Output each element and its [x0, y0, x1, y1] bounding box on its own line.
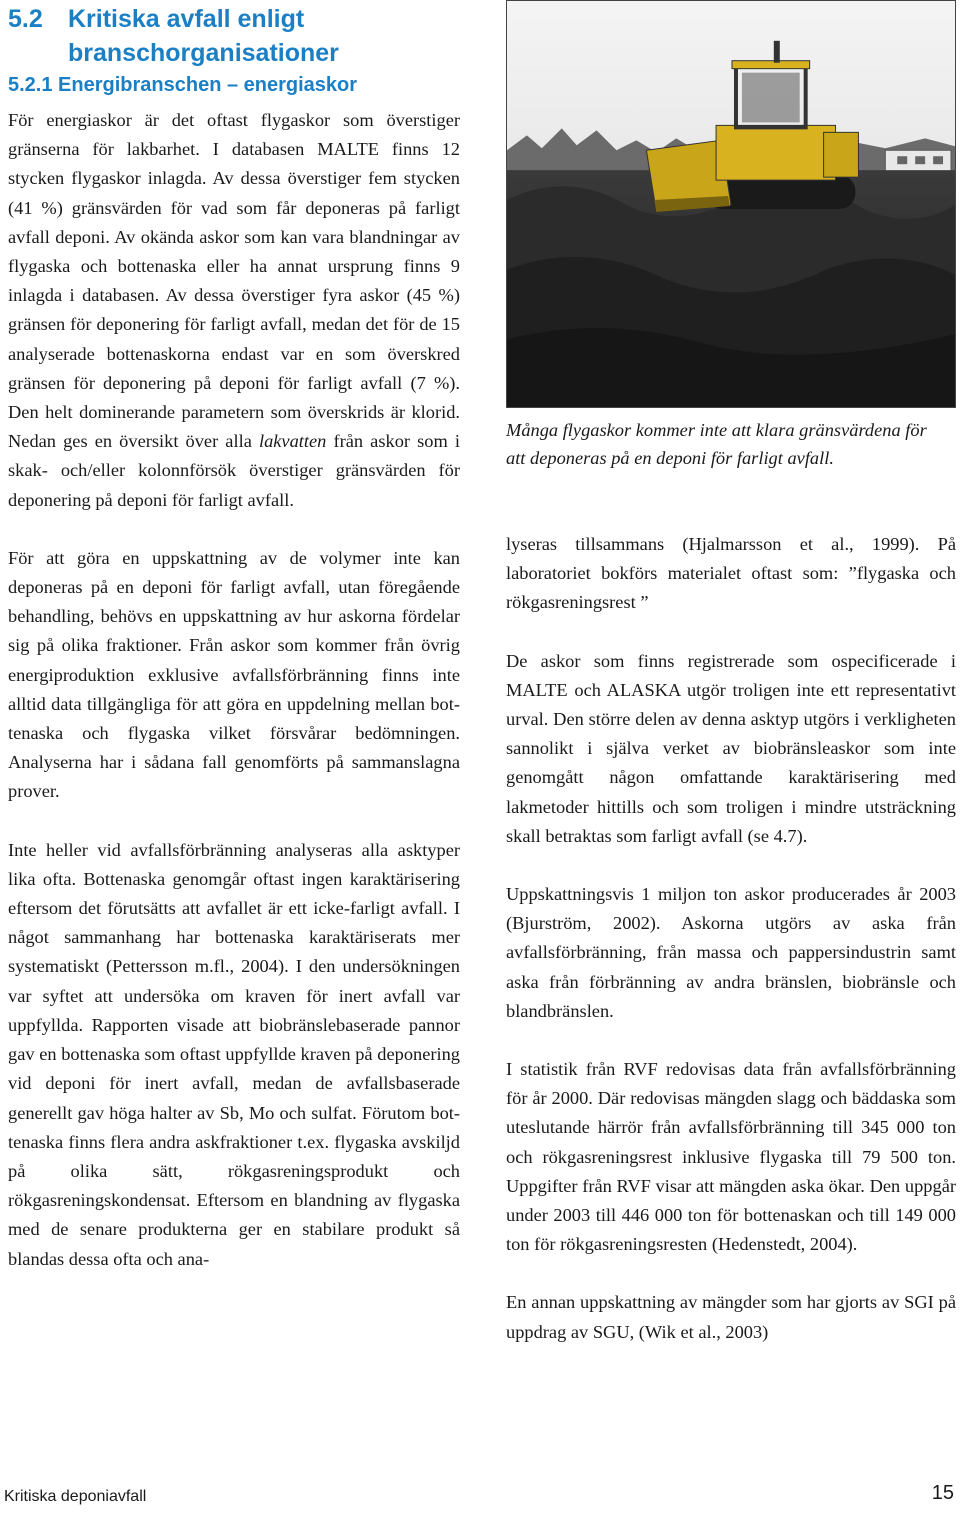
right-column	[506, 0, 956, 1347]
emphasis-lakvatten: lakvatten	[258, 431, 327, 452]
paragraph-5: De askor som finns registrerade som ospecificerade i MALTE och ALASKA utgör troligen inte ett representativt urval. Den större delen av denna asktyp utgörs i verkligheten sannolikt i själva verket av biobränsleaskor som inte genomgått någon omfattande karaktärisering med lakmetoder hittills och som troligen i mindre utsträckning skall betraktas som farligt avfall (se 4.7).	[506, 650, 956, 846]
left-column	[8, 0, 460, 1274]
page-number: 15	[931, 1482, 954, 1504]
paragraph-1: För energiaskor är det oftast flygaskor som överstiger gränserna för lakbarhet. I databasen MALTE finns 12 stycken flygaskor inlagda. Av dessa överstiger fem stycken (41 %) gränsvärden för vad som får deponeras på farligt avfall deponi. Av okända askor som kan vara blandningar av flygaska och bottenaska eller ha annat ursprung finns 9 inlagda i databasen. Av dessa överstiger fyra askor (45 %) gränsen för deponering för farligt avfall, medan det för de 15 analyserade bottenaskorna endast var en som överskred gränsen för deponering på deponi för farligt avfall (7 %). Den helt dominerande parametern som överskrids är klorid. Nedan ges en översikt över alla lakvatten från askor som i skak- och/eller kolonnförsök överstiger gränsvärden för deponering på deponi för farligt avfall.	[8, 110, 460, 510]
paragraph-2: För att göra en uppskattning av de volymer inte kan deponeras på en deponi för farligt avfall, utan föregående behandling, behövs en uppskattning av hur askorna fördelar sig på olika fraktioner. Från askor som kommer från övrig energiproduktion exklusive avfallsförbränning finns inte alltid data tillgängliga för att göra en uppdelning mellan bottenaska och flygaska vilket försvårar bedömningen. Analyserna har i sådana fall genomförts på sammanslagna prover.	[8, 547, 460, 802]
paragraph-3: Inte heller vid avfallsförbränning analyseras alla asktyper lika ofta. Bottenaska genomgår oftast ingen karaktärisering eftersom det förutsätts att avfallet är ett icke-farligt avfall. I något sammanhang har bottenaska karaktäriserats mer systematiskt (Pettersson m.fl., 2004). I den undersökningen var syftet att undersöka om kraven för inert avfall var uppfyllda. Rapporten visade att biobränslebaserade pannor gav en bottenaska som oftast uppfyllde kraven på deponering vid deponi för inert avfall, medan de avfallsbaserade generellt gav höga halter av Sb, Mo och sulfat. Förutom bottenaska finns flera andra askfraktioner t.ex. flygaska avskiljd på olika sätt, rökgasreningsprodukt och rökgasreningskondensat. Eftersom en blandning av flygaska med de senare produkterna ger en stabilare produkt så blandas dessa ofta och ana-	[8, 839, 460, 1269]
section-title: Kritiska avfall enligt branschorganisationer	[68, 5, 339, 67]
footer-doc-title: Kritiska deponiavfall	[4, 1488, 147, 1505]
paragraph-6: Uppskattningsvis 1 miljon ton askor producerades år 2003 (Bjurström, 2002). Askorna utgörs av aska från avfallsförbränning, från massa och pappersindustrin samt aska från förbränning av andra bränslen, biobränsle och blandbränslen.	[506, 884, 956, 1021]
section-heading	[8, 2, 460, 70]
subsection-heading: 5.2.1 Energibranschen – energiaskor	[8, 74, 358, 96]
paragraph-8: En annan uppskattning av mängder som har gjorts av SGI på uppdrag av SGU, (Wik et al., 2003)	[506, 1292, 956, 1342]
paragraph-4: lyseras tillsammans (Hjalmarsson et al., 1999). På laboratoriet bokförs materialet oftast som: ”flygaska och rökgasreningsrest ”	[506, 534, 956, 613]
bulldozer-photo	[506, 0, 956, 408]
section-number: 5.2	[8, 5, 43, 33]
photo-caption: Många flygaskor kommer inte att klara gränsvärdena för att deponeras på en deponi för farligt avfall.	[506, 420, 927, 468]
paragraph-7: I statistik från RVF redovisas data från avfallsförbränning för år 2000. Där redovisas mängden slagg och bäddaska som uteslutande härrör från avfallsförbränning till 345 000 ton och rökgasreningsrest inklusive flygaska till 79 500 ton. Uppgifter från RVF visar att mängden aska ökar. Den uppgår under 2003 till 446 000 ton för bottenaskan och till 149 000 ton för rökgasreningsresten (Hedenstedt, 2004).	[506, 1059, 956, 1255]
